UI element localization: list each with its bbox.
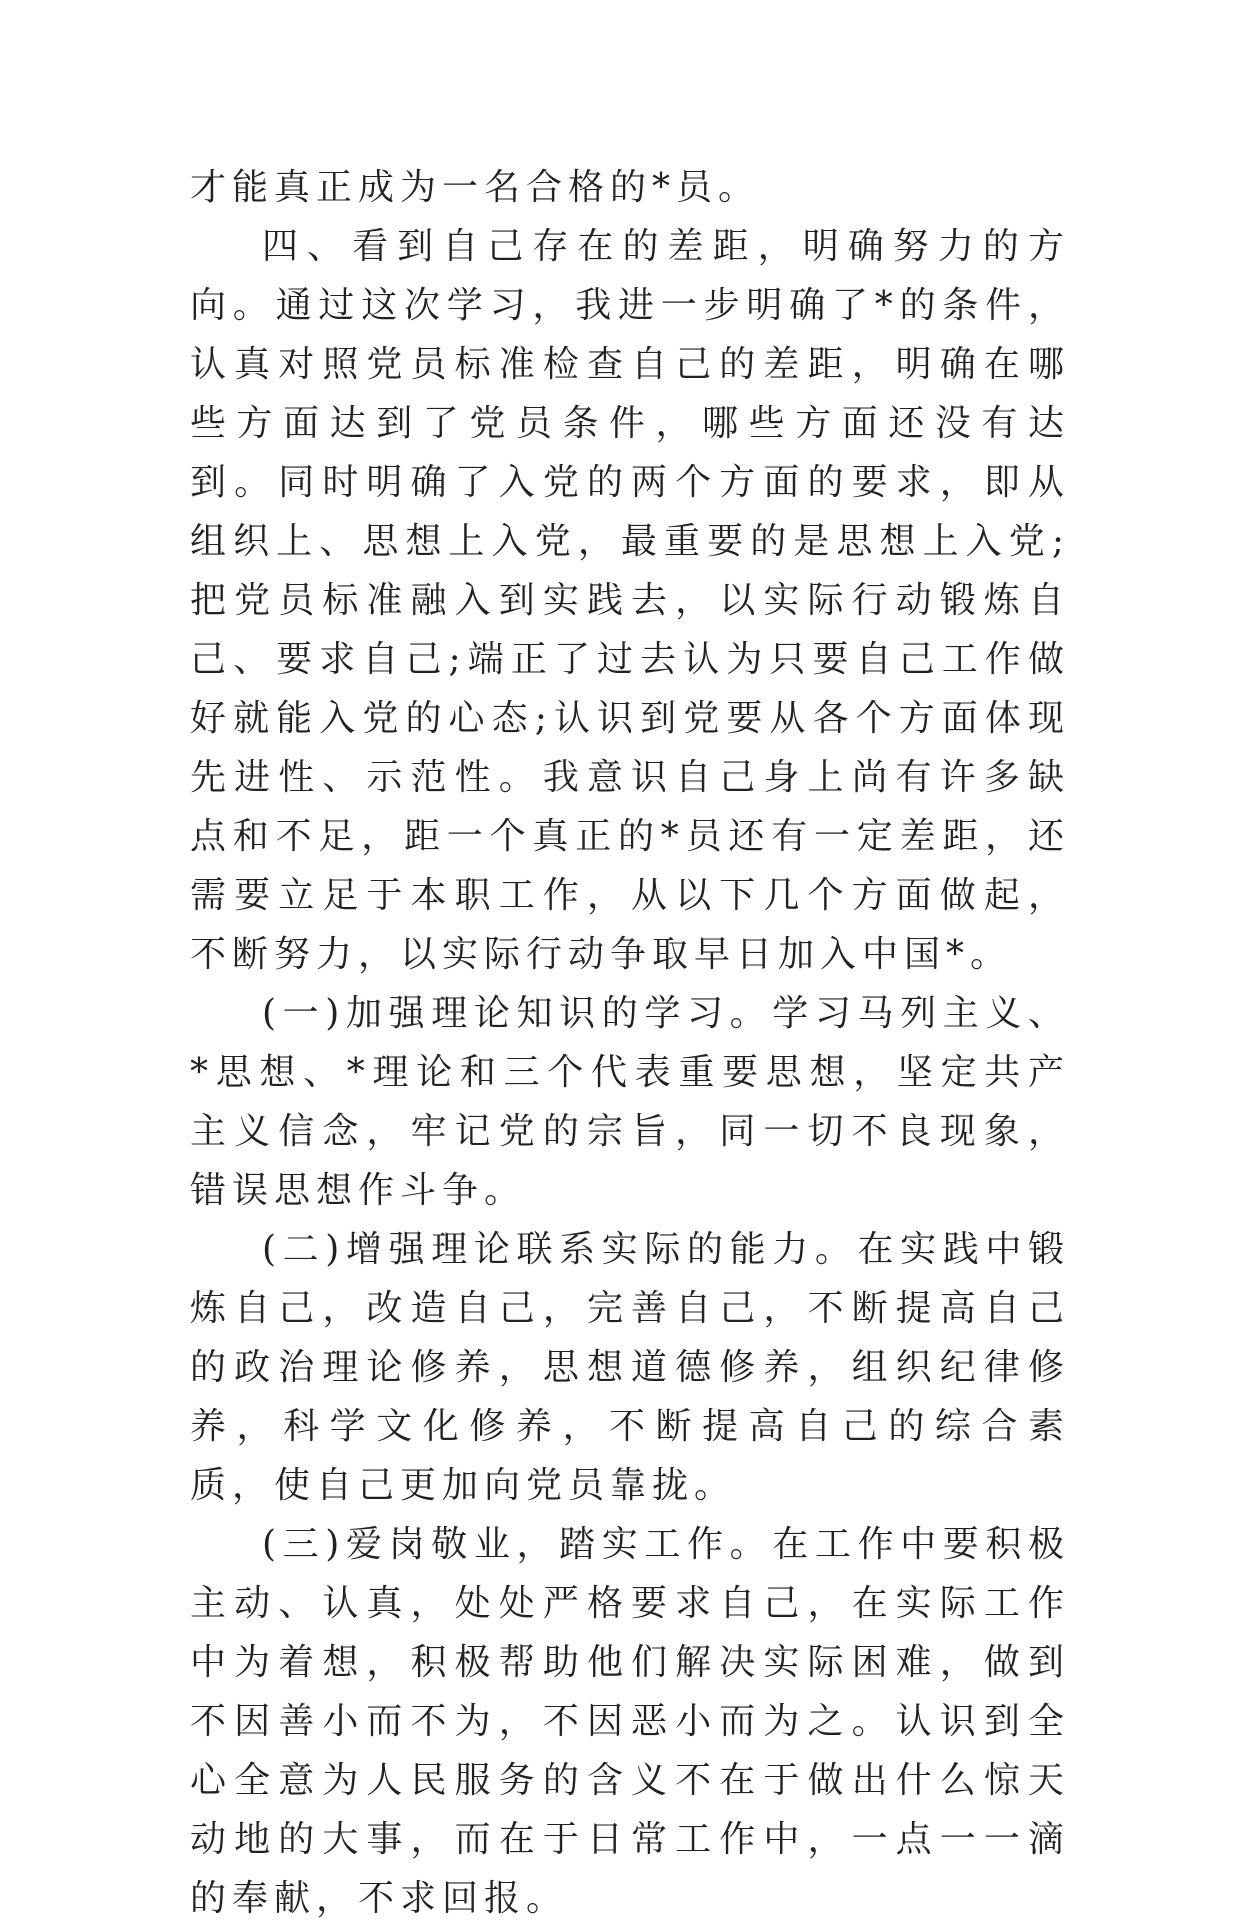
paragraph-item-three: (三)爱岗敬业，踏实工作。在工作中要积极主动、认真，处处严格要求自己，在实际工作中为着想，积极帮助他们解决实际困难，做到不因善小而不为，不因恶小而为之。认识到全心全意为人民服务的含义不在于做出什么惊天动地的大事，而在于日常工作中，一点一一滴的奉献，不求回报。 [190, 1524, 1070, 1919]
paragraph-continuation: 才能真正成为一名合格的*员。 [190, 167, 761, 208]
paragraph-item-two: (二)增强理论联系实际的能力。在实践中锻炼自己，改造自己，完善自己，不断提高自己的政治理论修养，思想道德修养，组织纪律修养，科学文化修养，不断提高自己的综合素质，使自己更加向党员靠拢。 [190, 1229, 1070, 1506]
body-text [190, 158, 1070, 1928]
paragraph-item-one: (一)加强理论知识的学习。学习马列主义、*思想、*理论和三个代表重要思想，坚定共产主义信念，牢记党的宗旨，同一切不良现象，错误思想作斗争。 [190, 993, 1070, 1211]
paragraph-section-four: 四、看到自己存在的差距，明确努力的方向。通过这次学习，我进一步明确了*的条件，认真对照党员标准检查自己的差距，明确在哪些方面达到了党员条件，哪些方面还没有达到。同时明确了入党的两个方面的要求，即从组织上、思想上入党，最重要的是思想上入党;把党员标准融入到实践去，以实际行动锻炼自己、要求自己;端正了过去认为只要自己工作做好就能入党的心态;认识到党要从各个方面体现先进性、示范性。我意识自己身上尚有许多缺点和不足，距一个真正的*员还有一定差距，还需要立足于本职工作，从以下几个方面做起，不断努力，以实际行动争取早日加入中国*。 [190, 226, 1070, 975]
